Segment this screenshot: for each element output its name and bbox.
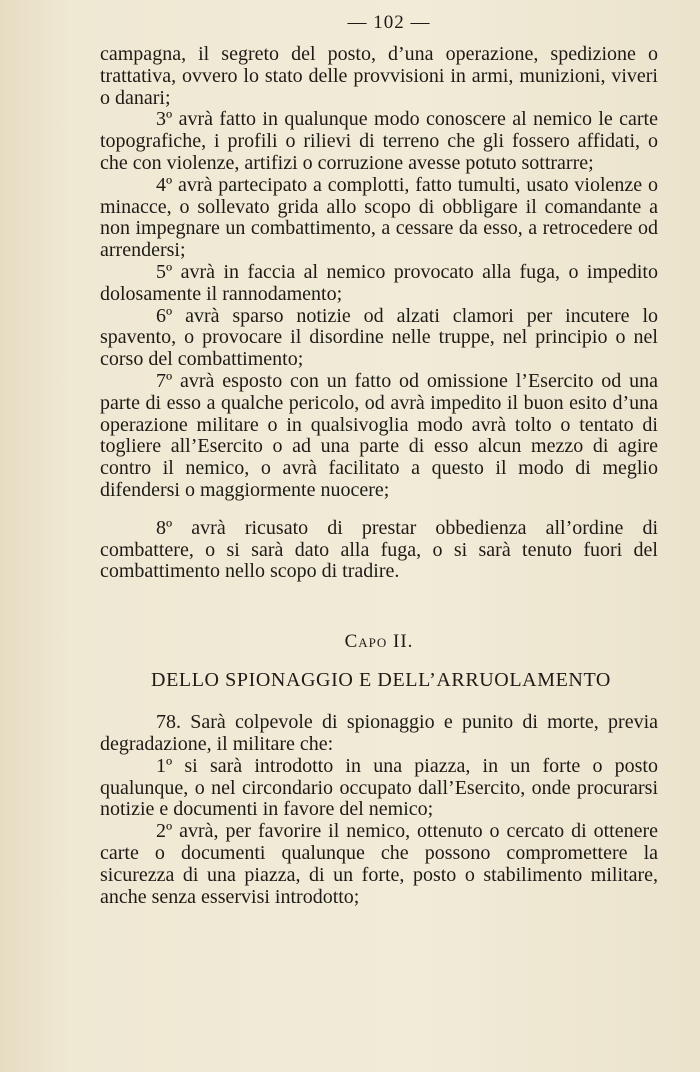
- paragraph: 5º avrà in faccia al nemico provocato alla fuga, o impedito dolosamente il rannodamento;: [100, 260, 658, 305]
- body-text-after: [100, 712, 658, 908]
- chapter-heading: Capo II.: [344, 631, 414, 653]
- paragraph: 1º si sarà introdotto in una piazza, in un forte o posto qualunque, o nel circondario occupato dall’Esercito, onde procurarsi notizie e documenti in favore del nemico;: [100, 754, 658, 821]
- paragraph: 6º avrà sparso notizie od alzati clamori per incutere lo spavento, o provocare il disordine nelle truppe, nel principio o nel corso del combattimento;: [100, 304, 658, 371]
- body-text-before: [100, 44, 658, 583]
- page-number: — 102 —: [347, 12, 431, 33]
- paragraph: 78. Sarà colpevole di spionaggio e punito di morte, previa degradazione, il militare che:: [100, 711, 658, 755]
- section-title: DELLO SPIONAGGIO E DELL’ARRUOLAMENTO: [151, 669, 611, 692]
- spacer: [100, 502, 658, 518]
- paragraph: 3º avrà fatto in qualunque modo conoscere al nemico le carte topografiche, i profili o rilievi di terreno che gli fossero affidati, o che con violenze, artifizi o corruzione avesse potuto sottrarre;: [100, 108, 658, 174]
- paragraph: 7º avrà esposto con un fatto od omissione l’Esercito od una parte di esso a qualche pericolo, od avrà impedito il buon esito d’una operazione militare o in qualsivoglia modo avrà tolto o tentato di togliere all’Esercito o ad una parte di esso alcun mezzo di agire contro il nemico, o avrà facilitato a questo il modo di meglio difendersi o maggiormente nuocere;: [100, 369, 658, 501]
- paragraph: 2º avrà, per favorire il nemico, ottenuto o cercato di ottenere carte o documenti qualunque che possono compromettere la sicurezza di una piazza, di un forte, posto o stabilimento militare, anche senza esservisi introdotto;: [100, 820, 658, 908]
- paragraph: 4º avrà partecipato a complotti, fatto tumulti, usato violenze o minacce, o sollevato grida allo scopo di obbligare il comandante a non impegnare un combattimento, a cessare da esso, a retrocedere od arrendersi;: [100, 173, 658, 262]
- paragraph: campagna, il segreto del posto, d’una operazione, spedizione o trattativa, ovvero lo stato delle provvisioni in armi, munizioni, viveri o danari;: [100, 43, 658, 109]
- paragraph: 8º avrà ricusato di prestar obbedienza all’ordine di combattere, o si sarà dato alla fuga, o si sarà tenuto fuori del combattimento nello scopo di tradire.: [100, 516, 658, 583]
